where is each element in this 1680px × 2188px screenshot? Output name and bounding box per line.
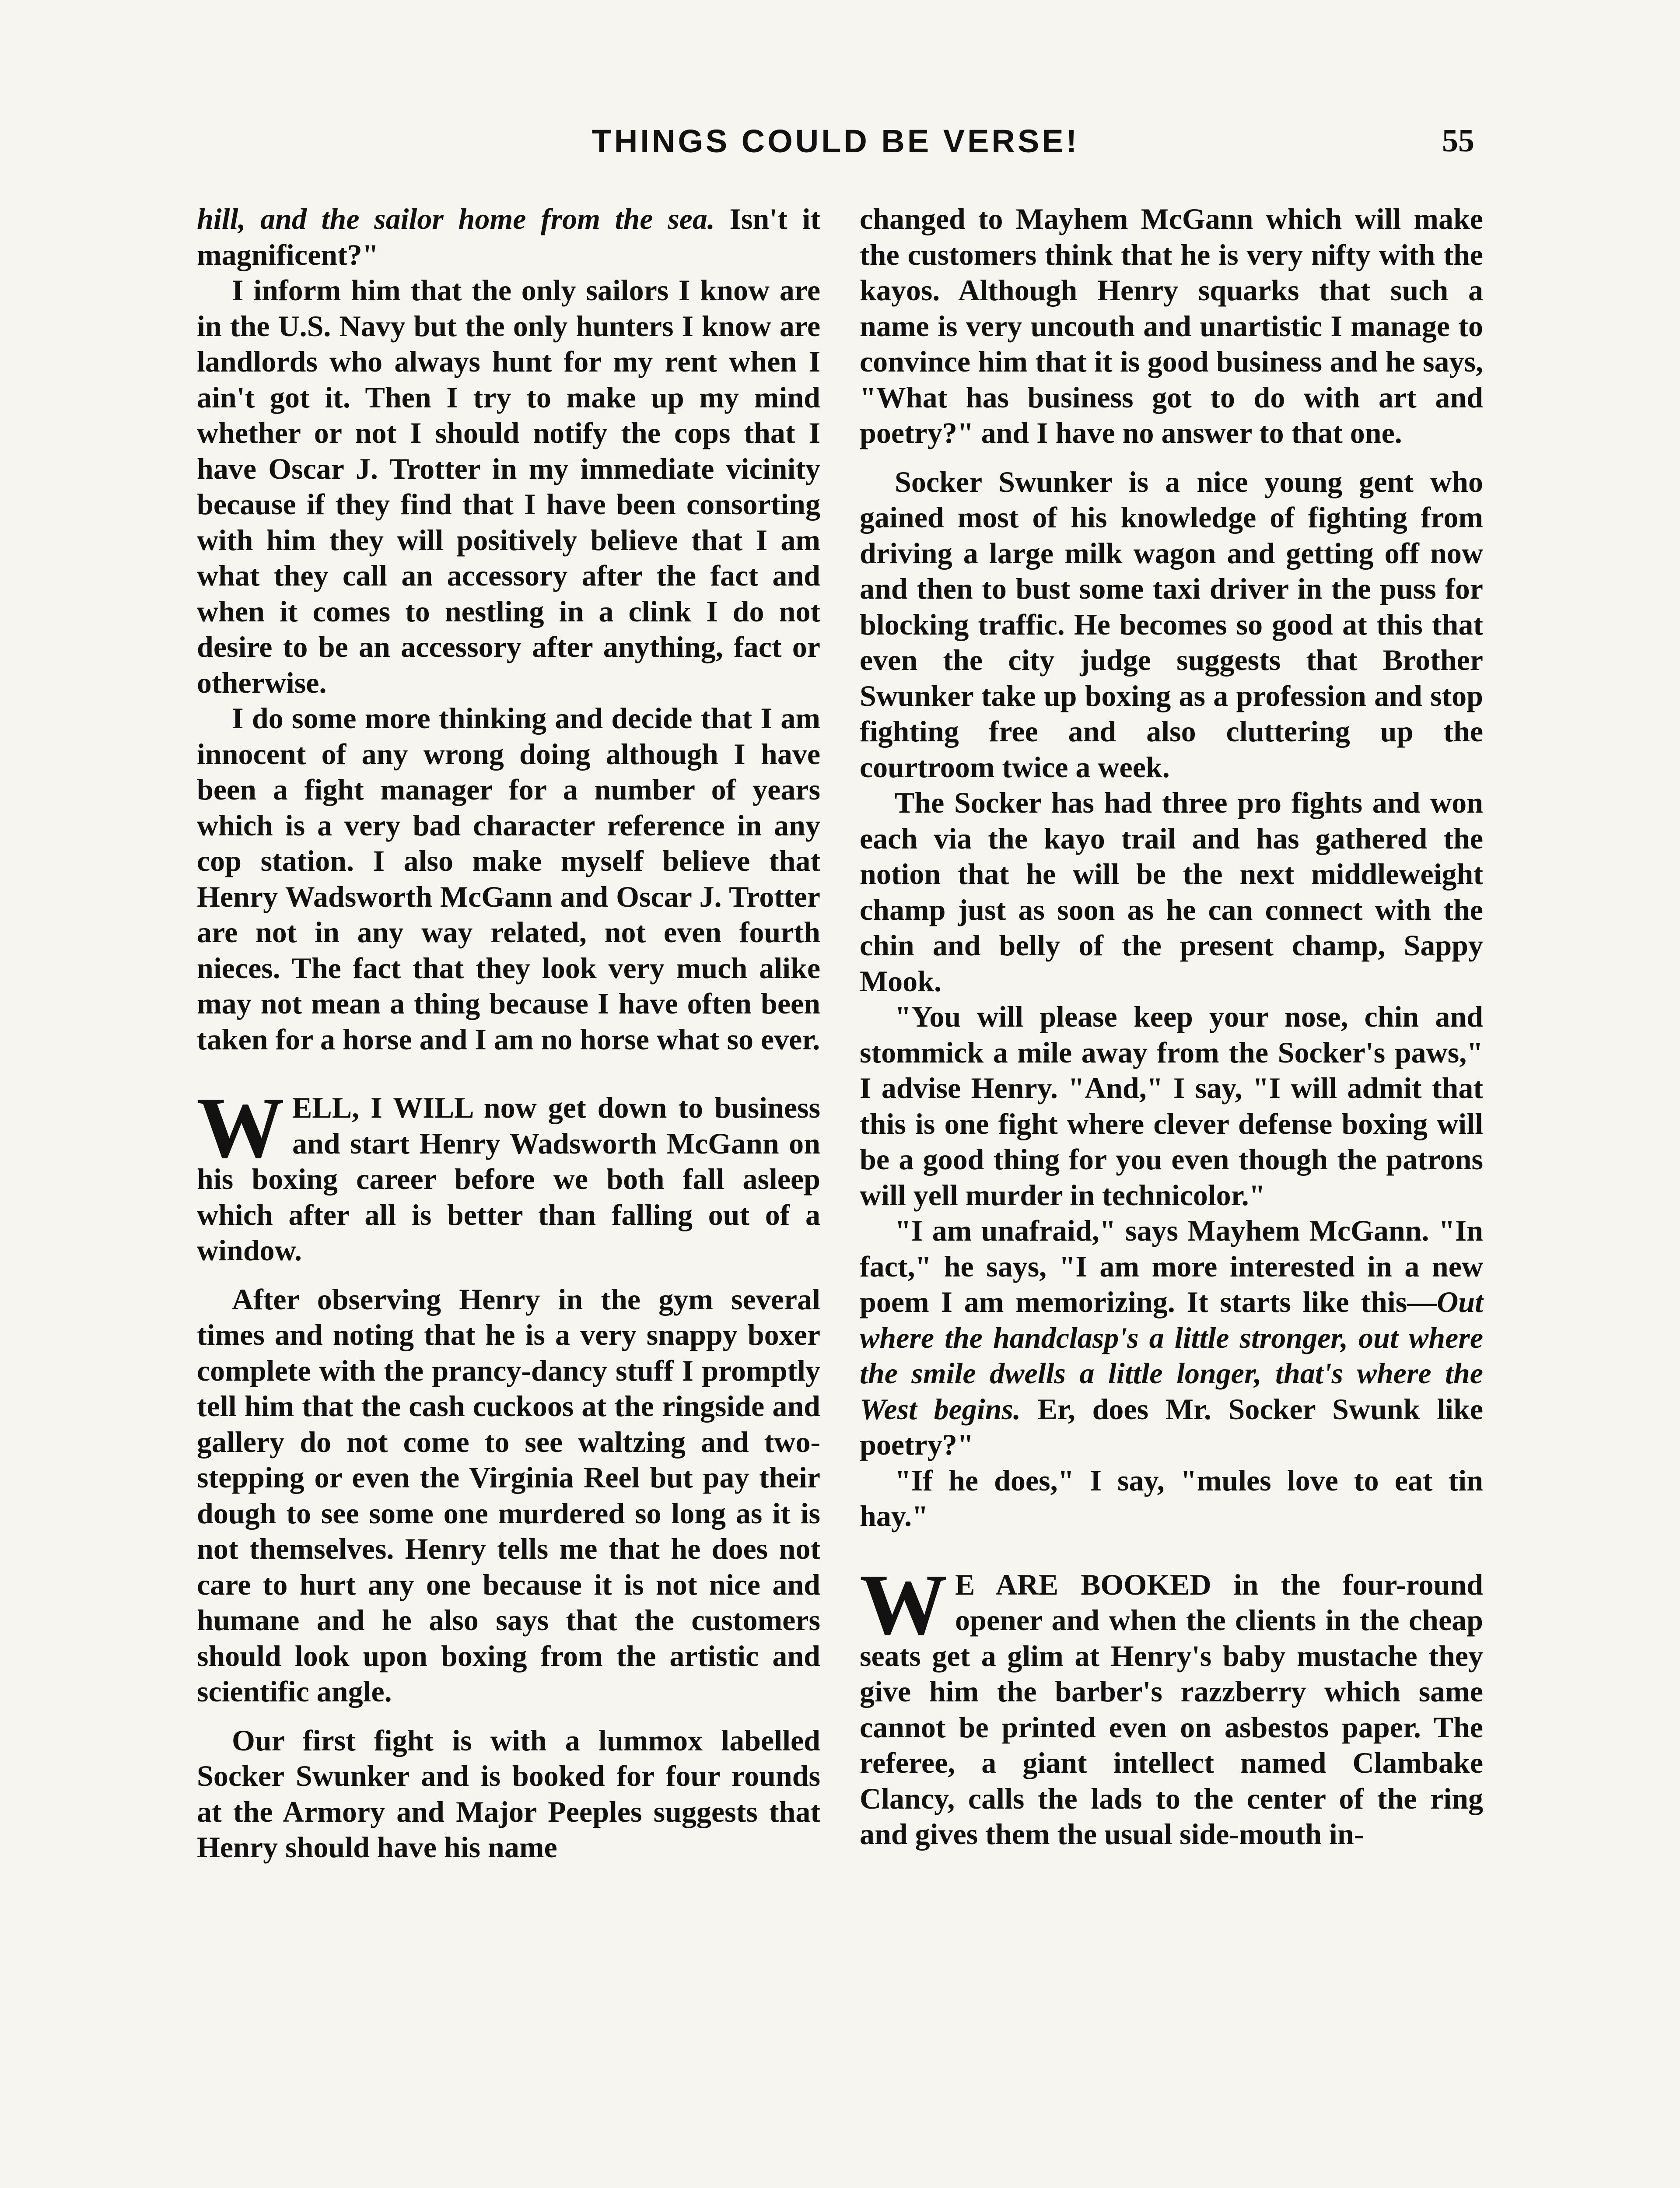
section-lead-in: E ARE BOOKED	[955, 1567, 1211, 1601]
section-opening-paragraph	[860, 1556, 1484, 1852]
running-title: THINGS COULD BE VERSE!	[592, 123, 1080, 159]
paragraph: changed to Mayhem McGann which will make the customers think that he is very nifty with the kayos. Although Henry squarks that such a name is very uncouth and unartistic I manage to convince him that it is good business and he says, "What has business got to do with art and poetry?" and I have no answer to that one.	[860, 202, 1483, 449]
paragraph-text: in the four-round opener and when the clients in the cheap seats get a glim at Henry's baby mustache they give him the barber's razzberry which same cannot be printed even on asbestos paper. The referee, a giant intellect named Clambake Clancy, calls the lads to the center of the ring and gives them the usual side-mouth in-	[860, 1567, 1484, 1851]
paragraph-text: "I am unafraid," says Mayhem McGann. "In fact," he says, "I am more interested in a new poem I am memorizing. It starts like this—	[860, 1214, 1483, 1318]
page-header	[197, 118, 1474, 171]
right-column	[860, 201, 1483, 1852]
paragraph-text: now get down to business and start Henry Wadsworth McGann on his boxing career before we both fall asleep which after all is better than falling out of a window.	[197, 1091, 820, 1267]
paragraph	[860, 1213, 1483, 1463]
paragraph: I do some more thinking and decide that I am innocent of any wrong doing although I have been a fight manager for a number of years which is a very bad character reference in any cop station. I also make myself believe that Henry Wadsworth McGann and Oscar J. Trotter are not in any way related, not even fourth nieces. The fact that they look very much alike may not mean a thing because I have often been taken for a horse and I am no horse what so ever.	[197, 701, 820, 1056]
paragraph-text: Er, does Mr. Socker Swunk like poetry?"	[860, 1392, 1484, 1461]
paragraph: "You will please keep your nose, chin and stommick a mile away from the Socker's paws," I advise Henry. "And," I say, "I will admit that this is one fight where clever defense boxing will be a good thing for you even though the patrons will yell murder in technicolor."	[860, 1000, 1483, 1212]
paragraph: I inform him that the only sailors I know are in the U.S. Navy but the only hunters I know are landlords who always hunt for my rent when I ain't got it. Then I try to make up my mind whether or not I should notify the cops that I have Oscar J. Trotter in my immediate vicinity because if they find that I have been consorting with him they will positively believe that I am what they call an accessory after the fact and when it comes to nestling in a clink I do not desire to be an accessory after anything, fact or otherwise.	[197, 274, 820, 699]
paragraph: After observing Henry in the gym several times and noting that he is a very snappy boxer complete with the prancy-dancy stuff I promptly tell him that the cash cuckoos at the ringside and gallery do not come to see waltzing and two-stepping or even the Virginia Reel but pay their dough to see some one murdered so long as it is not themselves. Henry tells me that he does not care to hurt any one because it is not nice and humane and he also says that the customers should look upon boxing from the artistic and scientific angle.	[197, 1282, 820, 1708]
paragraph: "If he does," I say, "mules love to eat tin hay."	[860, 1463, 1483, 1532]
section-opening-paragraph	[197, 1080, 820, 1269]
section-lead-in: ELL, I WILL	[292, 1091, 472, 1124]
italic-verse: hill, and the sailor home from the sea.	[197, 202, 715, 235]
page-number: 55	[1442, 123, 1474, 159]
drop-cap: W	[860, 1556, 947, 1653]
italic-verse: Out where the handclasp's a little stronger, out where the smile dwells a little longer, that's where the West begins.	[860, 1285, 1483, 1426]
paragraph	[197, 201, 820, 273]
paragraph: Socker Swunker is a nice young gent who gained most of his knowledge of fighting from driving a large milk wagon and getting off now and then to bust some taxi driver in the puss for blocking traffic. He becomes so good at this that even the city judge suggests that Brother Swunker take up boxing as a profession and stop fighting free and also cluttering up the courtroom twice a week.	[860, 465, 1483, 784]
paragraph: Our first fight is with a lummox labelled Socker Swunker and is booked for four rounds at the Armory and Major Peeples suggests that Henry should have his name	[197, 1723, 820, 1864]
drop-cap: W	[197, 1080, 284, 1176]
paragraph-text: Isn't it magnificent?"	[197, 202, 820, 271]
left-column	[197, 201, 820, 1865]
paragraph: The Socker has had three pro fights and won each via the kayo trail and has gathered the notion that he will be the next middleweight champ just as soon as he can connect with the chin and belly of the present champ, Sappy Mook.	[860, 786, 1483, 998]
